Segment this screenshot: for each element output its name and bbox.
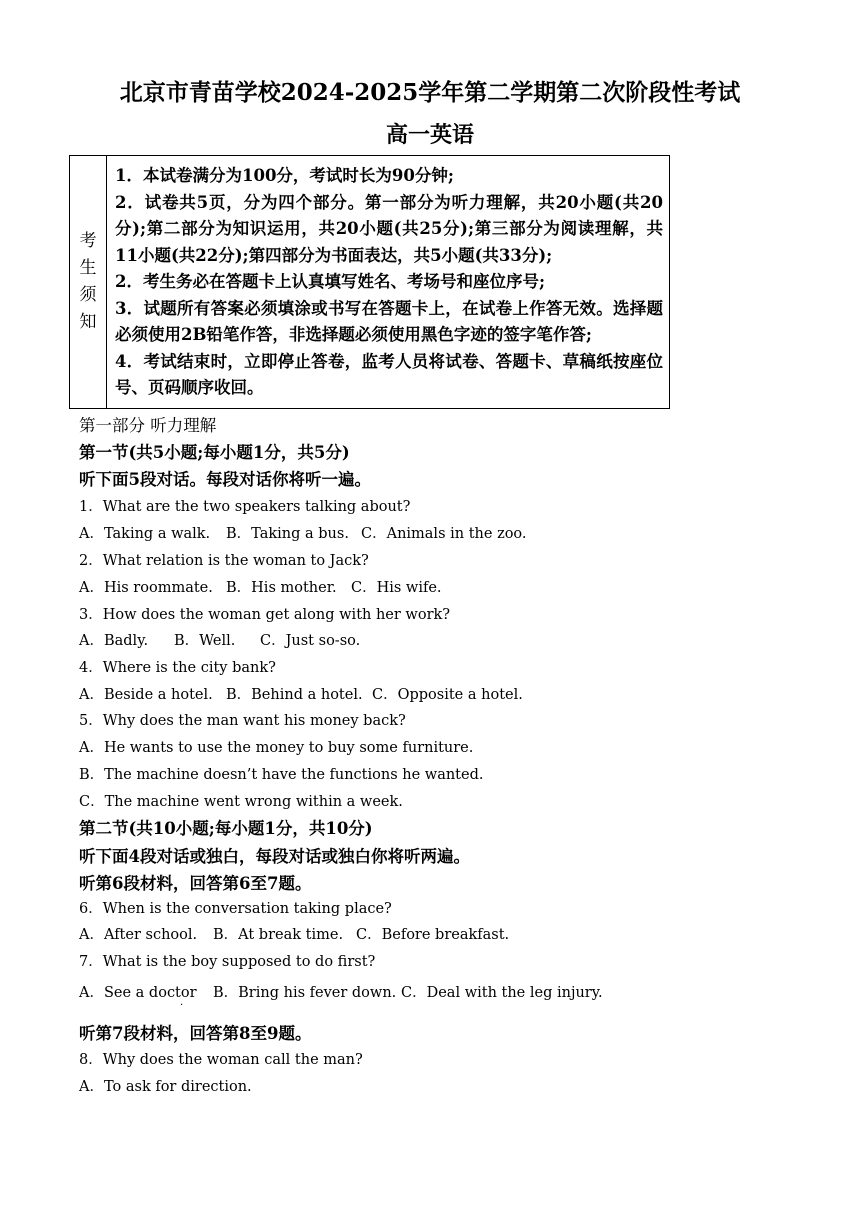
question-stem: 1．What are the two speakers talking about? xyxy=(79,499,411,515)
question-options xyxy=(79,522,527,543)
option-c: C．Opposite a hotel. xyxy=(372,687,523,703)
option-a: A．Taking a walk. xyxy=(79,526,211,542)
option-c: C．Just so-so. xyxy=(260,633,361,649)
stray-dot-mark: · xyxy=(180,1000,184,1011)
question-stem: 6．When is the conversation taking place? xyxy=(79,901,392,917)
option-a: A．Badly. xyxy=(79,633,149,649)
option-c: C．The machine went wrong within a week. xyxy=(79,794,403,810)
option-b: B．Behind a hotel. xyxy=(226,687,363,703)
question-stem: 8．Why does the woman call the man? xyxy=(79,1052,363,1068)
exam-notice-box xyxy=(69,155,670,409)
section2-title: 第二节(共10小题;每小题1分，共10分) xyxy=(79,819,373,838)
question-stem: 2．What relation is the woman to Jack? xyxy=(79,553,369,569)
option-b: B．The machine doesn’t have the functions he wanted. xyxy=(79,767,484,783)
exam-subtitle: 高一英语 xyxy=(385,122,474,148)
option-a: A．See a doctor xyxy=(79,985,197,1001)
section1-instruction: 听下面5段对话。每段对话你将听一遍。 xyxy=(79,470,371,489)
question-options xyxy=(79,923,509,944)
option-b: B．His mother. xyxy=(226,580,337,596)
notice-label-char: 生 xyxy=(79,258,97,278)
section1-title: 第一节(共5小题;每小题1分，共5分) xyxy=(79,443,350,462)
option-a: A．To ask for direction. xyxy=(79,1079,252,1095)
question-stem: 3．How does the woman get along with her work? xyxy=(79,607,451,623)
option-b: B．Taking a bus. xyxy=(226,526,349,542)
notice-label xyxy=(70,156,107,408)
notice-label-char: 考 xyxy=(79,231,97,251)
option-b: B．Bring his fever down. xyxy=(213,985,397,1001)
question-stem: 7．What is the boy supposed to do first? xyxy=(79,954,376,970)
option-a: A．He wants to use the money to buy some furniture. xyxy=(79,740,474,756)
option-c: C．Before breakfast. xyxy=(356,927,510,943)
material-6-instruction: 听第6段材料，回答第6至7题。 xyxy=(79,874,312,893)
notice-item: 4．考试结束时，立即停止答卷，监考人员将试卷、答题卡、草稿纸按座位号、页码顺序收回。 xyxy=(115,351,663,397)
option-b: B．At break time. xyxy=(213,927,344,943)
notice-item: 2．考生务必在答题卡上认真填写姓名、考场号和座位序号; xyxy=(115,272,546,291)
question-options xyxy=(79,981,603,1002)
question-options xyxy=(79,683,523,704)
option-a: A．After school. xyxy=(79,927,198,943)
part1-title: 第一部分 听力理解 xyxy=(79,416,217,435)
question-options xyxy=(79,629,360,650)
notice-item: 3．试题所有答案必须填涂或书写在答题卡上，在试卷上作答无效。选择题必须使用2B铅笔作答，非选择题必须使用黑色字迹的签字笔作答; xyxy=(115,298,663,344)
question-options xyxy=(79,576,442,597)
option-b: B．Well. xyxy=(174,633,236,649)
notice-label-char: 知 xyxy=(79,312,97,332)
option-c: C．Deal with the leg injury. xyxy=(401,985,603,1001)
notice-item: 2．试卷共5页，分为四个部分。第一部分为听力理解，共20小题(共20分);第二部分为知识运用，共20小题(共25分);第三部分为阅读理解，共11小题(共22分);第四部分为书面表达，共5小题(共33分); xyxy=(115,192,663,265)
question-stem: 5．Why does the man want his money back? xyxy=(79,713,406,729)
question-stem: 4．Where is the city bank? xyxy=(79,660,276,676)
option-a: A．Beside a hotel. xyxy=(79,687,213,703)
notice-item: 1．本试卷满分为100分，考试时长为90分钟; xyxy=(115,166,454,185)
exam-title: 北京市青苗学校2024-2025学年第二学期第二次阶段性考试 xyxy=(119,79,741,106)
option-a: A．His roommate. xyxy=(79,580,213,596)
section2-instruction: 听下面4段对话或独白，每段对话或独白你将听两遍。 xyxy=(79,847,470,866)
option-c: C．Animals in the zoo. xyxy=(361,526,527,542)
notice-body xyxy=(107,156,669,408)
material-7-instruction: 听第7段材料，回答第8至9题。 xyxy=(79,1024,312,1043)
option-c: C．His wife. xyxy=(351,580,442,596)
notice-label-char: 须 xyxy=(79,285,97,305)
